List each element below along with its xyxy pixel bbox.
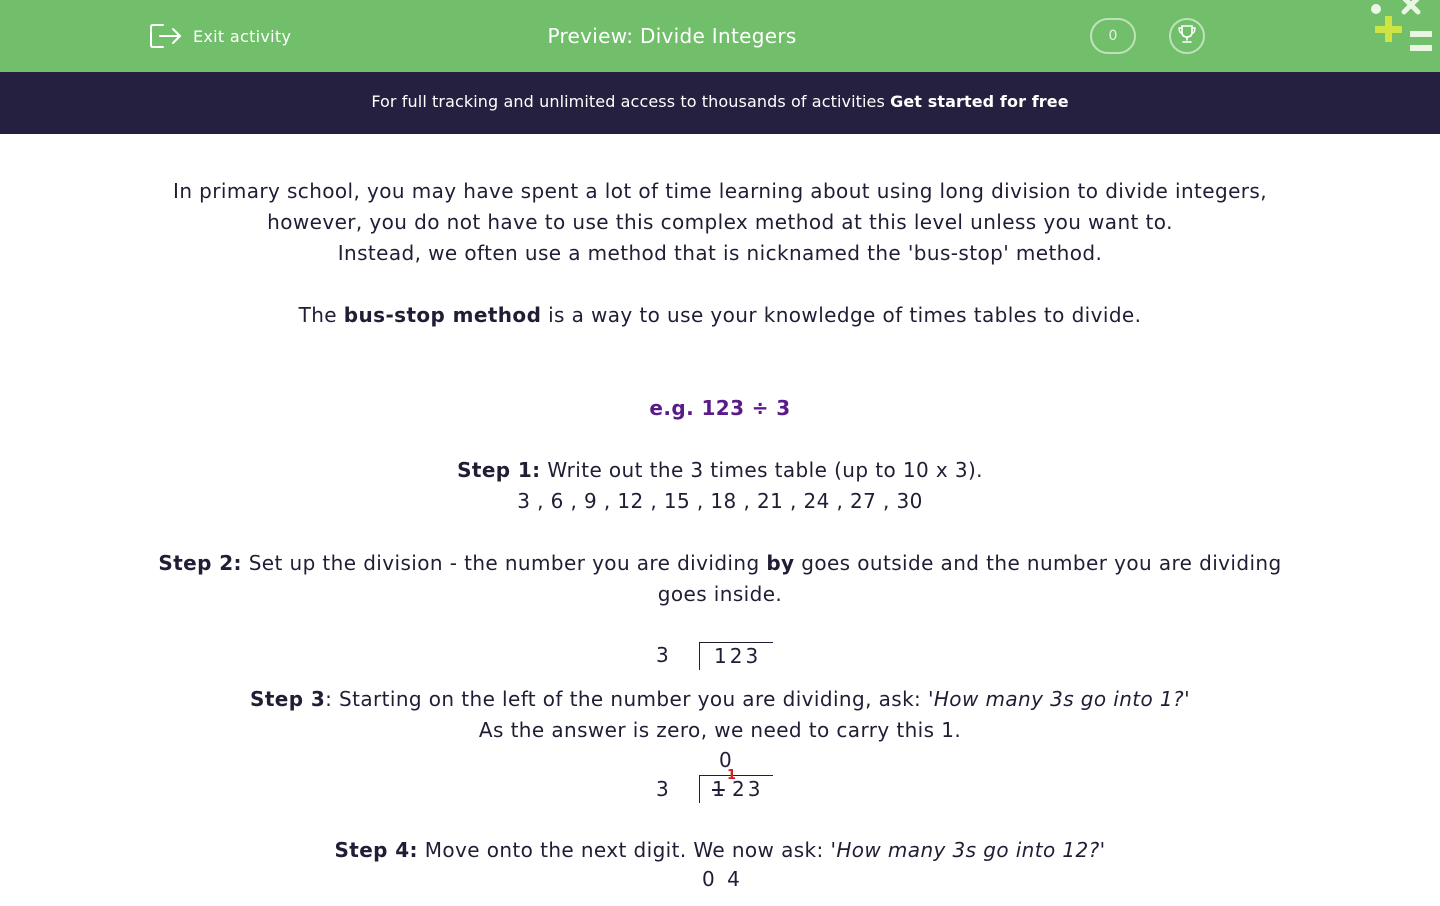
step-1: [140, 455, 1300, 486]
example-heading: e.g. 123 ÷ 3: [649, 396, 791, 420]
step-1-text: Write out the 3 times table (up to 10 x 3).: [547, 458, 983, 482]
step-4-label: Step 4:: [334, 838, 418, 862]
brand-logo: [1366, 0, 1436, 60]
quotient: 0: [719, 748, 735, 772]
intro-line-2: however, you do not have to use this complex method at this level unless you want to.: [267, 210, 1173, 234]
step-2-text-c: goes inside.: [657, 582, 783, 606]
dividend: 123: [714, 644, 762, 668]
bus-stop-diagram-1: [640, 610, 800, 684]
step-2: [140, 548, 1300, 610]
step-3: [140, 684, 1300, 715]
struck-digit: 1: [712, 777, 725, 801]
promo-banner: [0, 72, 1440, 134]
bus-stop-diagram-2: [640, 746, 800, 835]
intro-line-4-pre: The: [298, 303, 338, 327]
step-2-text-b: goes outside and the number you are dividing: [801, 551, 1282, 575]
intro-line-1: In primary school, you may have spent a lot of time learning about using long division to divide integers,: [173, 179, 1267, 203]
exit-activity-label: Exit activity: [193, 26, 292, 46]
step-2-bold-by: by: [766, 551, 795, 575]
remaining-digits: 23: [732, 777, 764, 801]
intro-line-3: Instead, we often use a method that is nicknamed the 'bus-stop' method.: [337, 241, 1103, 265]
step-4-text: Move onto the next digit. We now ask:: [424, 838, 824, 862]
step-3-line-2: As the answer is zero, we need to carry this 1.: [478, 718, 962, 742]
step-3-question: 'How many 3s go into 1?': [927, 687, 1190, 711]
page-title: Preview: Divide Integers: [547, 24, 797, 48]
trophy-icon: [1176, 23, 1198, 49]
divisor: 3: [656, 643, 670, 667]
step-4-question: 'How many 3s go into 12?': [830, 838, 1106, 862]
step-1-label: Step 1:: [457, 458, 541, 482]
intro-line-4-post: is a way to use your knowledge of times tables to divide.: [548, 303, 1142, 327]
trophy-button[interactable]: [1169, 18, 1205, 54]
top-bar: [0, 0, 1440, 72]
step-2-label: Step 2:: [158, 551, 242, 575]
divisor: 3: [656, 777, 670, 801]
bus-stop-diagram-3: [640, 866, 800, 906]
step-4: [140, 835, 1300, 866]
quotient: 0 4: [702, 867, 743, 891]
get-started-link[interactable]: Get started for free: [890, 92, 1069, 111]
lesson-content: [140, 176, 1300, 906]
score-badge: 0: [1090, 18, 1136, 54]
bus-stop-method-term: bus-stop method: [343, 303, 542, 327]
times-table: 3 , 6 , 9 , 12 , 15 , 18 , 21 , 24 , 27 , 30: [517, 489, 923, 513]
step-3-text: : Starting on the left of the number you are dividing, ask:: [325, 687, 922, 711]
step-2-text-a: Set up the division - the number you are dividing: [248, 551, 760, 575]
promo-text: For full tracking and unlimited access to thousands of activities: [371, 92, 885, 111]
step-3-label: Step 3: [250, 687, 326, 711]
intro-line-4: [140, 300, 1300, 331]
carry-digit: 1: [727, 768, 737, 783]
